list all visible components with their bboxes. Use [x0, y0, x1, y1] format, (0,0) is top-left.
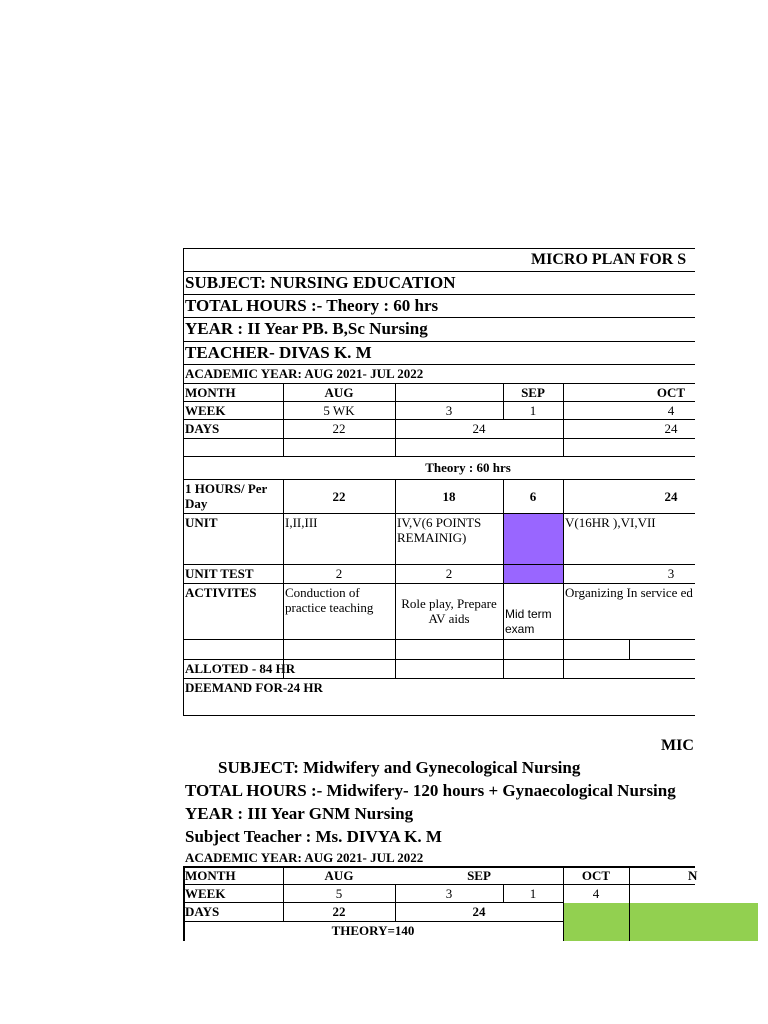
hours-sep: 6 — [529, 489, 537, 504]
theory-header: Theory : 60 hrs — [425, 460, 511, 475]
plan2-week-label: WEEK — [185, 886, 226, 901]
plan2-green-highlight — [563, 903, 758, 941]
week-oct: 4 — [667, 403, 675, 418]
plan2-total-hours: TOTAL HOURS :- Midwifery- 120 hours + Gynaecological Nursing — [185, 781, 676, 800]
month-sep: SEP — [521, 385, 545, 400]
hours-oct: 24 — [664, 489, 678, 504]
plan2-days-aug: 22 — [332, 904, 346, 919]
unit-test-oct: 3 — [667, 566, 675, 581]
plan2-title: MIC — [661, 737, 694, 754]
plan1-total-hours: TOTAL HOURS :- Theory : 60 hrs — [185, 296, 439, 315]
plan2-week-aug: 5 — [335, 886, 343, 901]
activities-label: ACTIVITES — [185, 585, 257, 600]
demand-label: DEEMAND FOR-24 HR — [185, 680, 323, 695]
plan2-month-label: MONTH — [185, 868, 236, 883]
plan1-subject: SUBJECT: NURSING EDUCATION — [185, 273, 456, 292]
plan2-teacher: Subject Teacher : Ms. DIVYA K. M — [185, 827, 442, 846]
activity-col2: Role play, Prepare AV aids — [401, 596, 497, 626]
plan2-month-nov: N — [688, 868, 698, 883]
month-label: MONTH — [185, 385, 236, 400]
activity-sep: Mid term exam — [505, 607, 552, 636]
plan1-year: YEAR : II Year PB. B,Sc Nursing — [185, 319, 428, 338]
alloted-label: ALLOTED - 84 HR — [185, 661, 296, 676]
month-aug: AUG — [324, 385, 354, 400]
plan1-academic-year: ACADEMIC YEAR: AUG 2021- JUL 2022 — [185, 366, 424, 381]
plan1-title: MICRO PLAN FOR S — [531, 251, 687, 268]
plan1-teacher: TEACHER- DIVAS K. M — [185, 343, 372, 362]
plan2-month-sep: SEP — [467, 868, 491, 883]
plan2-subject: SUBJECT: Midwifery and Gynecological Nursing — [218, 758, 581, 777]
plan2-week-col3: 1 — [529, 886, 537, 901]
plan2-month-aug: AUG — [324, 868, 354, 883]
hours-label: 1 HOURS/ Per Day — [185, 481, 268, 511]
plan2-month-oct: OCT — [581, 868, 611, 883]
days-label: DAYS — [185, 421, 220, 436]
unit-label: UNIT — [185, 515, 218, 530]
days-oct: 24 — [664, 421, 678, 436]
plan2-days-label: DAYS — [185, 904, 220, 919]
activity-oct: Organizing In service ed — [565, 585, 693, 600]
month-oct: OCT — [656, 385, 686, 400]
plan2-week-oct: 4 — [592, 886, 600, 901]
week-label: WEEK — [185, 403, 226, 418]
activity-aug: Conduction of practice teaching — [285, 585, 374, 615]
unit-test-label: UNIT TEST — [185, 566, 254, 581]
week-sep: 1 — [529, 403, 537, 418]
days-col2: 24 — [472, 421, 486, 436]
week-col2: 3 — [445, 403, 453, 418]
plan2-theory: THEORY=140 — [331, 923, 415, 938]
hours-aug: 22 — [332, 489, 346, 504]
plan2-year: YEAR : III Year GNM Nursing — [185, 804, 414, 823]
plan2-week-sep: 3 — [445, 886, 453, 901]
hours-col2: 18 — [442, 489, 456, 504]
unit-test-col2: 2 — [445, 566, 453, 581]
unit-oct: V(16HR ),VI,VII — [565, 515, 656, 530]
days-aug: 22 — [332, 421, 346, 436]
unit-col2: IV,V(6 POINTS REMAINIG) — [397, 515, 482, 545]
plan2-academic-year: ACADEMIC YEAR: AUG 2021- JUL 2022 — [185, 850, 424, 865]
week-aug: 5 WK — [323, 403, 355, 418]
plan2-days-sep: 24 — [472, 904, 486, 919]
unit-test-aug: 2 — [335, 566, 343, 581]
unit-aug: I,II,III — [285, 515, 318, 530]
